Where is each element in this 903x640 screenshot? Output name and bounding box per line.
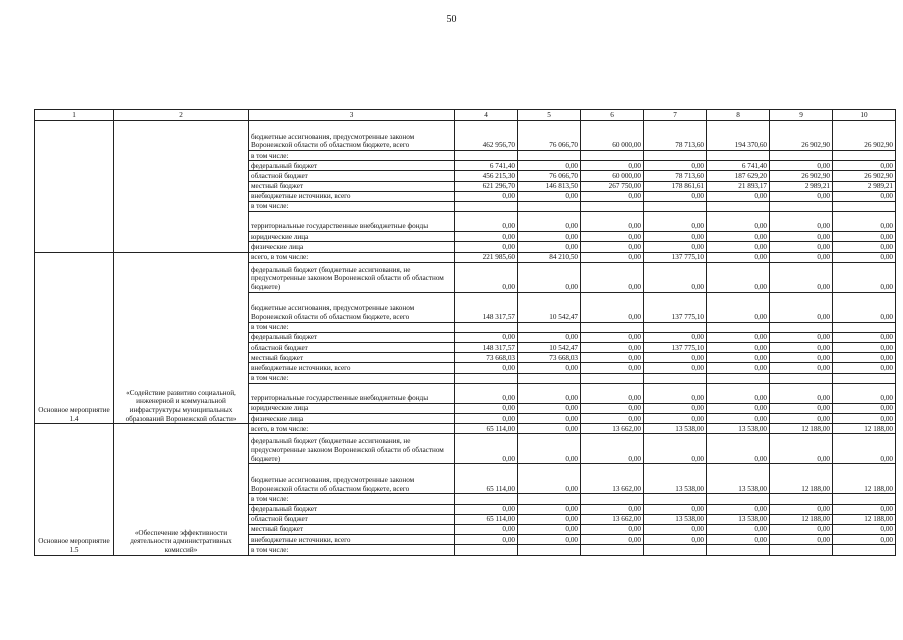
amount-cell: 0,00 <box>770 403 833 413</box>
funding-source-cell: областной бюджет <box>249 171 455 181</box>
amount-cell <box>833 201 896 211</box>
amount-cell: 0,00 <box>644 524 707 534</box>
amount-cell: 0,00 <box>581 524 644 534</box>
amount-cell: 0,00 <box>644 535 707 545</box>
amount-cell: 0,00 <box>455 363 518 373</box>
amount-cell <box>455 545 518 555</box>
amount-cell: 0,00 <box>707 292 770 322</box>
amount-cell <box>833 373 896 383</box>
amount-cell: 0,00 <box>707 434 770 464</box>
amount-cell: 146 813,50 <box>518 181 581 191</box>
funding-source-cell: внебюджетные источники, всего <box>249 363 455 373</box>
amount-cell: 221 985,60 <box>455 252 518 262</box>
amount-cell: 0,00 <box>455 191 518 201</box>
funding-source-cell: в том числе: <box>249 151 455 161</box>
amount-cell <box>644 322 707 332</box>
amount-cell: 60 000,00 <box>581 121 644 151</box>
amount-cell: 78 713,60 <box>644 121 707 151</box>
funding-source-cell: территориальные государственные внебюджетные фонды <box>249 383 455 403</box>
amount-cell: 6 741,40 <box>455 161 518 171</box>
amount-cell: 26 902,90 <box>770 121 833 151</box>
amount-cell <box>455 201 518 211</box>
funding-source-cell: всего, в том числе: <box>249 252 455 262</box>
amount-cell: 0,00 <box>455 232 518 242</box>
amount-cell: 0,00 <box>833 383 896 403</box>
amount-cell <box>518 201 581 211</box>
amount-cell: 0,00 <box>833 343 896 353</box>
header-cell: 6 <box>581 110 644 121</box>
amount-cell: 0,00 <box>770 363 833 373</box>
amount-cell: 0,00 <box>833 403 896 413</box>
amount-cell: 0,00 <box>644 363 707 373</box>
amount-cell <box>707 373 770 383</box>
amount-cell: 0,00 <box>581 161 644 171</box>
amount-cell: 6 741,40 <box>707 161 770 171</box>
amount-cell: 137 775,10 <box>644 343 707 353</box>
amount-cell <box>581 494 644 504</box>
amount-cell: 0,00 <box>833 535 896 545</box>
amount-cell: 0,00 <box>518 414 581 424</box>
activity-code-cell: Основное мероприятие 1.4 <box>35 252 114 424</box>
amount-cell: 0,00 <box>707 383 770 403</box>
funding-source-cell: юридические лица <box>249 232 455 242</box>
funding-source-cell: федеральный бюджет (бюджетные ассигнования, не предусмотренные законом Воронежской области об областном бюджете) <box>249 262 455 292</box>
amount-cell: 2 989,21 <box>770 181 833 191</box>
amount-cell: 0,00 <box>644 161 707 171</box>
amount-cell: 21 893,17 <box>707 181 770 191</box>
amount-cell: 0,00 <box>581 292 644 322</box>
amount-cell: 0,00 <box>644 414 707 424</box>
amount-cell <box>581 322 644 332</box>
amount-cell: 0,00 <box>770 242 833 252</box>
amount-cell: 0,00 <box>455 504 518 514</box>
amount-cell: 0,00 <box>707 353 770 363</box>
amount-cell: 0,00 <box>833 191 896 201</box>
amount-cell: 456 215,30 <box>455 171 518 181</box>
amount-cell <box>833 322 896 332</box>
amount-cell: 0,00 <box>518 363 581 373</box>
amount-cell: 0,00 <box>833 292 896 322</box>
amount-cell: 0,00 <box>707 191 770 201</box>
amount-cell: 0,00 <box>707 414 770 424</box>
amount-cell: 0,00 <box>518 504 581 514</box>
amount-cell <box>707 494 770 504</box>
amount-cell: 0,00 <box>644 434 707 464</box>
funding-source-cell: юридические лица <box>249 403 455 413</box>
amount-cell: 0,00 <box>518 161 581 171</box>
amount-cell: 148 317,57 <box>455 343 518 353</box>
amount-cell: 0,00 <box>644 332 707 342</box>
amount-cell: 0,00 <box>518 464 581 494</box>
amount-cell <box>455 373 518 383</box>
amount-cell: 26 902,90 <box>770 171 833 181</box>
amount-cell: 0,00 <box>518 424 581 434</box>
amount-cell: 0,00 <box>707 212 770 232</box>
funding-source-cell: федеральный бюджет <box>249 161 455 171</box>
amount-cell: 0,00 <box>770 434 833 464</box>
amount-cell: 0,00 <box>518 535 581 545</box>
amount-cell <box>581 545 644 555</box>
amount-cell: 148 317,57 <box>455 292 518 322</box>
amount-cell: 78 713,60 <box>644 171 707 181</box>
amount-cell: 0,00 <box>833 504 896 514</box>
amount-cell: 0,00 <box>518 524 581 534</box>
amount-cell: 0,00 <box>518 191 581 201</box>
amount-cell: 462 956,70 <box>455 121 518 151</box>
amount-cell: 0,00 <box>581 212 644 232</box>
amount-cell: 0,00 <box>707 524 770 534</box>
amount-cell: 0,00 <box>833 434 896 464</box>
amount-cell: 0,00 <box>581 252 644 262</box>
amount-cell <box>518 545 581 555</box>
amount-cell <box>833 494 896 504</box>
funding-source-cell: всего, в том числе: <box>249 424 455 434</box>
amount-cell: 0,00 <box>707 504 770 514</box>
amount-cell <box>707 201 770 211</box>
amount-cell <box>644 373 707 383</box>
amount-cell <box>644 545 707 555</box>
funding-source-cell: областной бюджет <box>249 343 455 353</box>
amount-cell: 0,00 <box>707 535 770 545</box>
amount-cell <box>770 494 833 504</box>
amount-cell: 0,00 <box>455 403 518 413</box>
amount-cell: 0,00 <box>581 191 644 201</box>
amount-cell: 0,00 <box>707 242 770 252</box>
amount-cell: 0,00 <box>581 242 644 252</box>
amount-cell: 0,00 <box>833 353 896 363</box>
amount-cell: 26 902,90 <box>833 171 896 181</box>
amount-cell: 0,00 <box>518 212 581 232</box>
amount-cell <box>707 545 770 555</box>
amount-cell: 187 629,20 <box>707 171 770 181</box>
amount-cell: 0,00 <box>518 242 581 252</box>
amount-cell: 0,00 <box>581 535 644 545</box>
amount-cell: 0,00 <box>707 363 770 373</box>
amount-cell: 10 542,47 <box>518 343 581 353</box>
amount-cell: 0,00 <box>455 524 518 534</box>
amount-cell: 0,00 <box>833 212 896 232</box>
amount-cell: 0,00 <box>707 252 770 262</box>
amount-cell: 0,00 <box>455 332 518 342</box>
amount-cell: 0,00 <box>707 403 770 413</box>
amount-cell: 0,00 <box>833 524 896 534</box>
amount-cell: 0,00 <box>644 212 707 232</box>
amount-cell: 0,00 <box>770 252 833 262</box>
amount-cell: 0,00 <box>581 383 644 403</box>
budget-table <box>34 109 896 556</box>
amount-cell: 0,00 <box>707 332 770 342</box>
amount-cell: 65 114,00 <box>455 464 518 494</box>
amount-cell: 13 538,00 <box>707 514 770 524</box>
amount-cell: 267 750,00 <box>581 181 644 191</box>
funding-source-cell: местный бюджет <box>249 181 455 191</box>
amount-cell: 13 662,00 <box>581 424 644 434</box>
amount-cell <box>644 494 707 504</box>
table-row <box>35 121 896 151</box>
funding-source-cell: бюджетные ассигнования, предусмотренные законом Воронежской области об областном бюджете, всего <box>249 121 455 151</box>
amount-cell: 0,00 <box>644 353 707 363</box>
amount-cell: 0,00 <box>770 191 833 201</box>
amount-cell: 0,00 <box>833 363 896 373</box>
funding-source-cell: федеральный бюджет <box>249 504 455 514</box>
amount-cell <box>770 151 833 161</box>
header-cell: 2 <box>114 110 249 121</box>
amount-cell: 0,00 <box>833 161 896 171</box>
amount-cell: 12 188,00 <box>770 464 833 494</box>
amount-cell: 13 538,00 <box>644 514 707 524</box>
amount-cell: 12 188,00 <box>833 514 896 524</box>
funding-source-cell: внебюджетные источники, всего <box>249 535 455 545</box>
amount-cell: 0,00 <box>518 332 581 342</box>
amount-cell: 0,00 <box>770 262 833 292</box>
funding-source-cell: местный бюджет <box>249 524 455 534</box>
funding-source-cell: физические лица <box>249 414 455 424</box>
amount-cell <box>518 151 581 161</box>
header-cell: 5 <box>518 110 581 121</box>
funding-source-cell: федеральный бюджет <box>249 332 455 342</box>
amount-cell: 0,00 <box>833 332 896 342</box>
header-cell: 1 <box>35 110 114 121</box>
amount-cell <box>581 201 644 211</box>
amount-cell: 0,00 <box>770 212 833 232</box>
amount-cell <box>644 151 707 161</box>
amount-cell: 0,00 <box>455 535 518 545</box>
amount-cell: 12 188,00 <box>833 424 896 434</box>
amount-cell: 0,00 <box>518 514 581 524</box>
amount-cell: 0,00 <box>644 403 707 413</box>
funding-source-cell: бюджетные ассигнования, предусмотренные законом Воронежской области об областном бюджете, всего <box>249 292 455 322</box>
activity-code-cell: Основное мероприятие 1.5 <box>35 424 114 555</box>
amount-cell: 65 114,00 <box>455 424 518 434</box>
amount-cell: 73 668,03 <box>518 353 581 363</box>
amount-cell: 0,00 <box>707 343 770 353</box>
amount-cell: 0,00 <box>644 262 707 292</box>
amount-cell: 0,00 <box>518 232 581 242</box>
amount-cell: 0,00 <box>644 504 707 514</box>
activity-name-cell <box>114 121 249 253</box>
activity-name-cell: «Обеспечение эффективности деятельности административных комиссий» <box>114 424 249 555</box>
amount-cell: 0,00 <box>455 262 518 292</box>
amount-cell: 0,00 <box>770 161 833 171</box>
amount-cell: 0,00 <box>770 353 833 363</box>
amount-cell <box>833 545 896 555</box>
amount-cell: 0,00 <box>455 414 518 424</box>
funding-source-cell: в том числе: <box>249 322 455 332</box>
amount-cell: 178 861,61 <box>644 181 707 191</box>
amount-cell: 73 668,03 <box>455 353 518 363</box>
amount-cell <box>581 373 644 383</box>
amount-cell: 0,00 <box>581 232 644 242</box>
amount-cell: 0,00 <box>644 191 707 201</box>
amount-cell: 76 066,70 <box>518 121 581 151</box>
funding-source-cell: в том числе: <box>249 201 455 211</box>
amount-cell: 0,00 <box>770 535 833 545</box>
amount-cell: 0,00 <box>581 434 644 464</box>
amount-cell: 13 538,00 <box>644 424 707 434</box>
amount-cell: 12 188,00 <box>770 424 833 434</box>
amount-cell: 0,00 <box>581 343 644 353</box>
amount-cell: 0,00 <box>707 232 770 242</box>
amount-cell: 10 542,47 <box>518 292 581 322</box>
funding-source-cell: внебюджетные источники, всего <box>249 191 455 201</box>
header-cell: 8 <box>707 110 770 121</box>
table-row <box>35 424 896 434</box>
amount-cell <box>707 151 770 161</box>
amount-cell: 60 000,00 <box>581 171 644 181</box>
amount-cell: 0,00 <box>518 262 581 292</box>
activity-name-cell: «Содействие развитию социальной, инженерной и коммунальной инфраструктуры муниципальных образований Воронежской области» <box>114 252 249 424</box>
funding-source-cell: в том числе: <box>249 545 455 555</box>
amount-cell: 0,00 <box>455 212 518 232</box>
amount-cell: 0,00 <box>833 414 896 424</box>
amount-cell: 0,00 <box>770 332 833 342</box>
amount-cell: 0,00 <box>644 232 707 242</box>
amount-cell: 0,00 <box>770 414 833 424</box>
amount-cell: 26 902,90 <box>833 121 896 151</box>
header-cell: 4 <box>455 110 518 121</box>
amount-cell: 0,00 <box>581 262 644 292</box>
amount-cell: 12 188,00 <box>833 464 896 494</box>
amount-cell: 76 066,70 <box>518 171 581 181</box>
amount-cell: 0,00 <box>770 292 833 322</box>
amount-cell: 0,00 <box>518 434 581 464</box>
funding-source-cell: территориальные государственные внебюджетные фонды <box>249 212 455 232</box>
amount-cell: 13 538,00 <box>707 464 770 494</box>
amount-cell: 65 114,00 <box>455 514 518 524</box>
amount-cell: 2 989,21 <box>833 181 896 191</box>
header-cell: 7 <box>644 110 707 121</box>
amount-cell <box>455 151 518 161</box>
amount-cell <box>644 201 707 211</box>
amount-cell <box>518 373 581 383</box>
amount-cell: 621 296,70 <box>455 181 518 191</box>
amount-cell: 194 370,60 <box>707 121 770 151</box>
amount-cell <box>770 545 833 555</box>
amount-cell: 12 188,00 <box>770 514 833 524</box>
amount-cell: 0,00 <box>770 343 833 353</box>
table-body <box>35 121 896 556</box>
header-cell: 3 <box>249 110 455 121</box>
amount-cell: 0,00 <box>581 504 644 514</box>
funding-source-cell: областной бюджет <box>249 514 455 524</box>
funding-source-cell: физические лица <box>249 242 455 252</box>
amount-cell: 0,00 <box>770 524 833 534</box>
amount-cell: 137 775,10 <box>644 292 707 322</box>
funding-source-cell: в том числе: <box>249 494 455 504</box>
amount-cell <box>581 151 644 161</box>
amount-cell: 0,00 <box>770 504 833 514</box>
activity-code-cell <box>35 121 114 253</box>
amount-cell <box>455 494 518 504</box>
amount-cell: 13 662,00 <box>581 464 644 494</box>
amount-cell: 137 775,10 <box>644 252 707 262</box>
amount-cell <box>770 322 833 332</box>
page-number: 50 <box>446 14 457 25</box>
amount-cell: 0,00 <box>833 232 896 242</box>
amount-cell: 0,00 <box>455 242 518 252</box>
amount-cell: 84 210,50 <box>518 252 581 262</box>
amount-cell <box>518 494 581 504</box>
amount-cell <box>770 201 833 211</box>
amount-cell: 0,00 <box>833 242 896 252</box>
amount-cell: 0,00 <box>644 242 707 252</box>
amount-cell: 0,00 <box>581 332 644 342</box>
amount-cell: 0,00 <box>833 252 896 262</box>
amount-cell: 13 538,00 <box>707 424 770 434</box>
amount-cell <box>770 373 833 383</box>
amount-cell <box>455 322 518 332</box>
amount-cell: 0,00 <box>455 434 518 464</box>
amount-cell: 0,00 <box>833 262 896 292</box>
amount-cell: 0,00 <box>581 414 644 424</box>
amount-cell: 13 662,00 <box>581 514 644 524</box>
funding-source-cell: бюджетные ассигнования, предусмотренные законом Воронежской области об областном бюджете, всего <box>249 464 455 494</box>
funding-source-cell: в том числе: <box>249 373 455 383</box>
amount-cell: 0,00 <box>581 363 644 373</box>
amount-cell <box>707 322 770 332</box>
header-cell: 10 <box>833 110 896 121</box>
amount-cell <box>518 322 581 332</box>
amount-cell <box>833 151 896 161</box>
amount-cell: 0,00 <box>770 232 833 242</box>
amount-cell: 0,00 <box>644 383 707 403</box>
amount-cell: 0,00 <box>770 383 833 403</box>
header-row <box>35 110 896 121</box>
amount-cell: 0,00 <box>518 403 581 413</box>
amount-cell: 0,00 <box>581 403 644 413</box>
funding-source-cell: местный бюджет <box>249 353 455 363</box>
header-cell: 9 <box>770 110 833 121</box>
amount-cell: 0,00 <box>518 383 581 403</box>
funding-source-cell: федеральный бюджет (бюджетные ассигнования, не предусмотренные законом Воронежской области об областном бюджете) <box>249 434 455 464</box>
amount-cell: 13 538,00 <box>644 464 707 494</box>
table-row <box>35 252 896 262</box>
amount-cell: 0,00 <box>707 262 770 292</box>
amount-cell: 0,00 <box>455 383 518 403</box>
amount-cell: 0,00 <box>581 353 644 363</box>
